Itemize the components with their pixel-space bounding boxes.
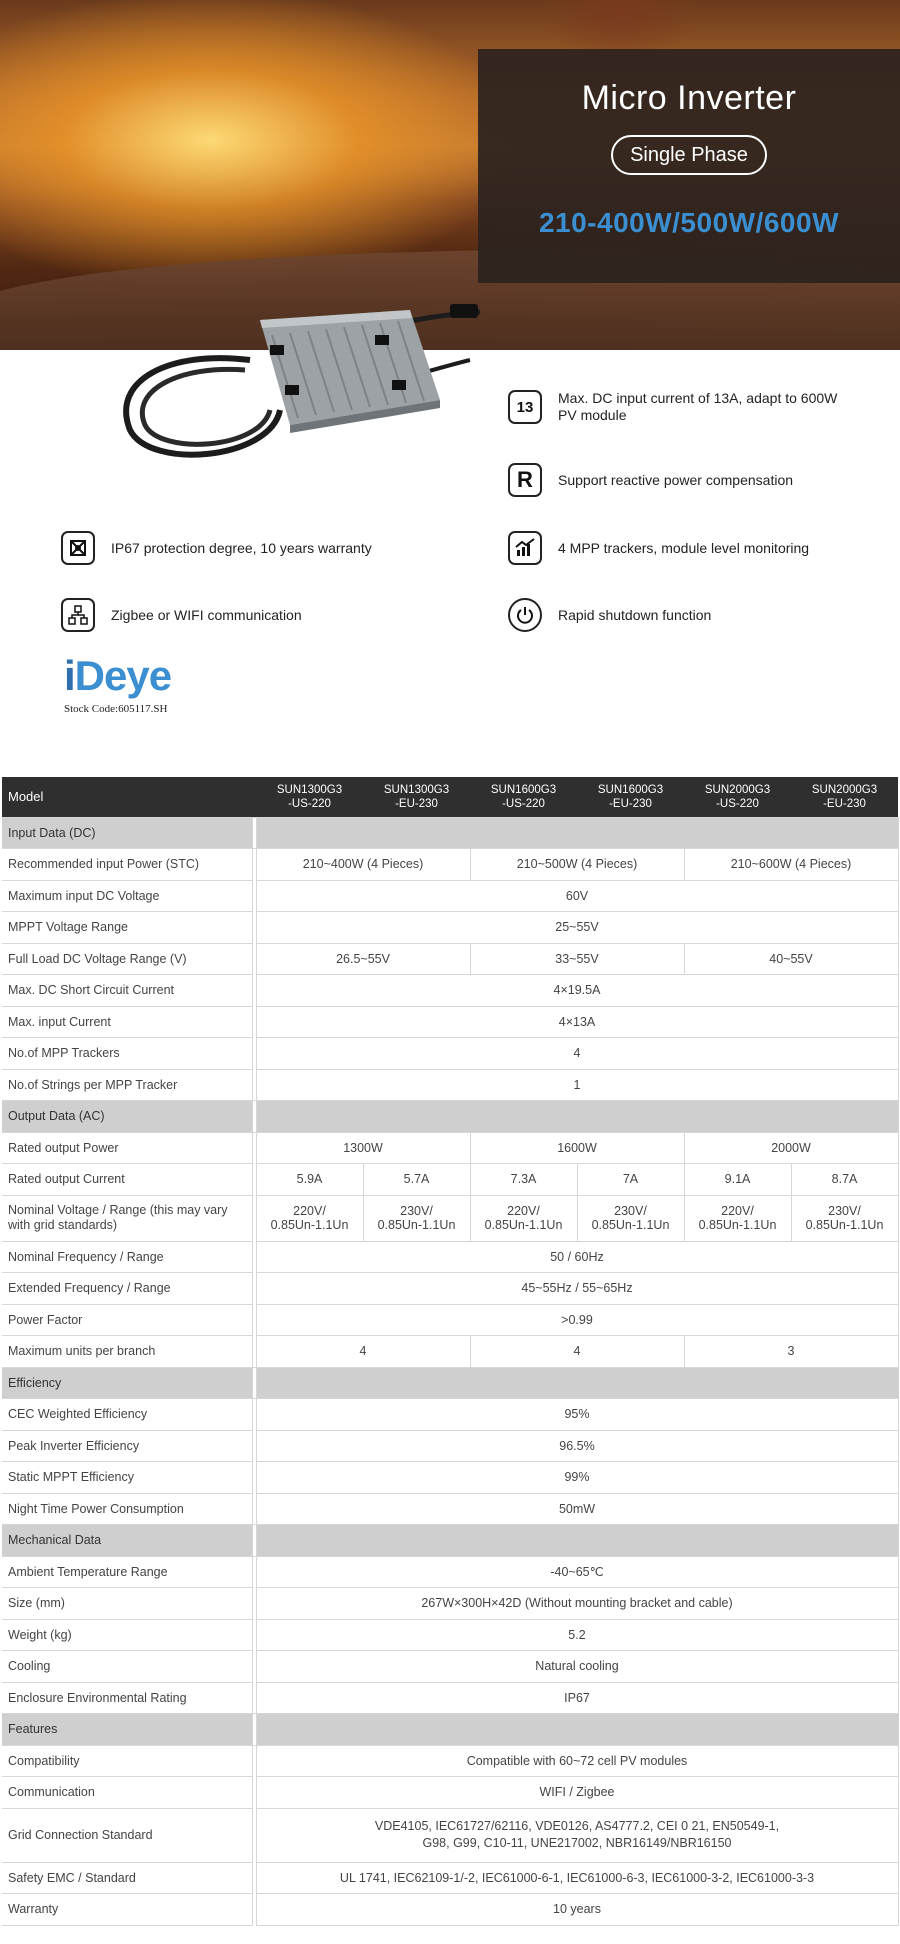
table-row: Peak Inverter Efficiency 96.5% bbox=[2, 1430, 898, 1462]
table-row: Cooling Natural cooling bbox=[2, 1651, 898, 1683]
reactive-power-icon: R bbox=[508, 463, 542, 497]
deye-logo: iDeye bbox=[64, 652, 172, 699]
power-range: 210-400W/500W/600W bbox=[538, 207, 840, 238]
model-name: SUN1600G3 -EU-230 bbox=[577, 777, 684, 817]
feature-text: Max. DC input current of 13A, adapt to 600W PV module bbox=[558, 390, 838, 423]
table-row: Recommended input Power (STC) 210~400W (4 Pieces) 210~500W (4 Pieces) 210~600W (4 Pieces) bbox=[2, 849, 898, 881]
model-name: SUN1300G3 -EU-230 bbox=[363, 777, 470, 817]
feature-rapid-shutdown bbox=[508, 598, 711, 632]
model-name: SUN1600G3 -US-220 bbox=[470, 777, 577, 817]
mpp-monitoring-icon bbox=[508, 531, 542, 565]
feature-text: 4 MPP trackers, module level monitoring bbox=[558, 539, 810, 556]
table-row: Power Factor >0.99 bbox=[2, 1304, 898, 1336]
section-row: Efficiency bbox=[2, 1367, 898, 1399]
table-row: Ambient Temperature Range -40~65℃ bbox=[2, 1556, 898, 1588]
table-row: Rated output Current 5.9A 5.7A 7.3A 7A 9.1A 8.7A bbox=[2, 1164, 898, 1196]
table-row: Enclosure Environmental Rating IP67 bbox=[2, 1682, 898, 1714]
table-row: Size (mm) 267W×300H×42D (Without mounting bracket and cable) bbox=[2, 1588, 898, 1620]
table-row: Maximum input DC Voltage 60V bbox=[2, 880, 898, 912]
section-row: Features bbox=[2, 1714, 898, 1746]
feature-communication bbox=[61, 598, 302, 632]
feature-reactive-power bbox=[508, 463, 793, 497]
table-row: Compatibility Compatible with 60~72 cell PV modules bbox=[2, 1745, 898, 1777]
table-header-row bbox=[2, 777, 898, 817]
table-row: Grid Connection Standard VDE4105, IEC61727/62116, VDE0126, AS4777.2, CEI 0 21, EN50549-1, G98, G99, C10-11, UNE217002, NBR16149/NBR16150 bbox=[2, 1808, 898, 1862]
table-row: CEC Weighted Efficiency 95% bbox=[2, 1399, 898, 1431]
table-row: Max. input Current 4×13A bbox=[2, 1006, 898, 1038]
model-name: SUN1300G3 -US-220 bbox=[256, 777, 363, 817]
table-row: Nominal Voltage / Range (this may vary with grid standards) 220V/ 0.85Un-1.1Un 230V/ 0.85Un-1.1Un 220V/ 0.85Un-1.1Un 230V/ 0.85Un-1.1Un 220V/ 0.85Un-1.1Un 230V/ 0.85Un-1.1Un bbox=[2, 1195, 898, 1241]
power-shutdown-icon bbox=[508, 598, 542, 632]
table-row: Warranty 10 years bbox=[2, 1894, 898, 1926]
model-name: SUN2000G3 -US-220 bbox=[684, 777, 791, 817]
table-row: Night Time Power Consumption 50mW bbox=[2, 1493, 898, 1525]
phase-badge: Single Phase bbox=[611, 135, 767, 175]
table-row: Safety EMC / Standard UL 1741, IEC62109-1/-2, IEC61000-6-1, IEC61000-6-3, IEC61000-3-2, IEC61000-3-3 bbox=[2, 1862, 898, 1894]
feature-text: IP67 protection degree, 10 years warranty bbox=[111, 539, 372, 556]
table-row: Rated output Power 1300W 1600W 2000W bbox=[2, 1132, 898, 1164]
feature-ip67 bbox=[61, 531, 372, 565]
feature-text: Zigbee or WIFI communication bbox=[111, 606, 302, 623]
table-row: Communication WIFI / Zigbee bbox=[2, 1777, 898, 1809]
section-row: Input Data (DC) bbox=[2, 817, 898, 849]
model-header: Model bbox=[2, 777, 252, 817]
micro-inverter-product-image bbox=[110, 290, 490, 480]
table-row: MPPT Voltage Range 25~55V bbox=[2, 912, 898, 944]
hero-title: Micro Inverter bbox=[581, 79, 797, 117]
hero-title-panel bbox=[478, 49, 900, 283]
feature-max-dc-current bbox=[508, 390, 878, 424]
table-row: Extended Frequency / Range 45~55Hz / 55~65Hz bbox=[2, 1273, 898, 1305]
table-row: Weight (kg) 5.2 bbox=[2, 1619, 898, 1651]
table-row: Full Load DC Voltage Range (V) 26.5~55V 33~55V 40~55V bbox=[2, 943, 898, 975]
table-row: Maximum units per branch 4 4 3 bbox=[2, 1336, 898, 1368]
network-communication-icon bbox=[61, 598, 95, 632]
model-name: SUN2000G3 -EU-230 bbox=[791, 777, 898, 817]
table-row: No.of MPP Trackers 4 bbox=[2, 1038, 898, 1070]
ip67-protection-icon bbox=[61, 531, 95, 565]
table-row: Max. DC Short Circuit Current 4×19.5A bbox=[2, 975, 898, 1007]
feature-text: Support reactive power compensation bbox=[558, 471, 794, 488]
current-13a-icon: 13 bbox=[508, 390, 542, 424]
section-row: Output Data (AC) bbox=[2, 1101, 898, 1133]
table-row: Nominal Frequency / Range 50 / 60Hz bbox=[2, 1241, 898, 1273]
table-row: Static MPPT Efficiency 99% bbox=[2, 1462, 898, 1494]
section-row: Mechanical Data bbox=[2, 1525, 898, 1557]
table-row: No.of Strings per MPP Tracker 1 bbox=[2, 1069, 898, 1101]
feature-text: Rapid shutdown function bbox=[558, 606, 712, 623]
feature-mpp-monitoring bbox=[508, 531, 809, 565]
specification-table bbox=[2, 777, 899, 1926]
stock-code: Stock Code:605117.SH bbox=[64, 703, 168, 715]
